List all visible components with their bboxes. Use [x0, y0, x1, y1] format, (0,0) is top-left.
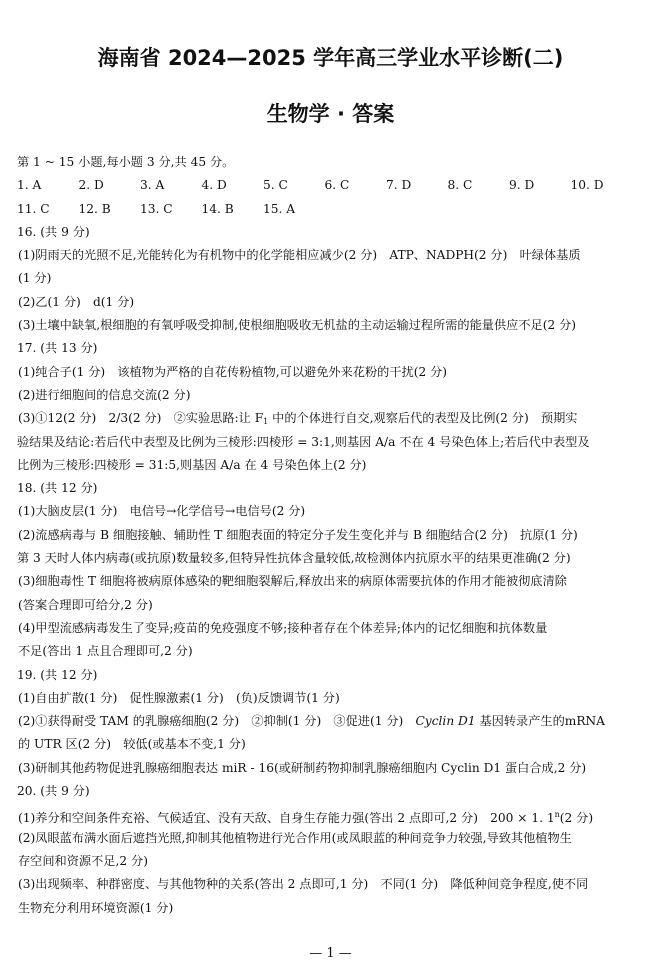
q16-line: (2)乙(1 分) d(1 分)	[18, 294, 135, 309]
q18-line: (1)大脑皮层(1 分) 电信号→化学信号→电信号(2 分)	[18, 504, 306, 519]
answer-content	[17, 151, 647, 920]
q19-text: (2)①获得耐受 TAM 的乳腺癌细胞(2 分) ②抑制(1 分) ③促进(1 分)	[18, 714, 416, 729]
q20-line: (2)凤眼蓝布满水面后遮挡光照,抑制其他植物进行光合作用(或凤眼蓝的种间竞争力较强,导致其他植物生	[18, 830, 572, 845]
mc-answer: 13. C	[140, 201, 173, 216]
q18-line: 不足(答出 1 点且合理即可,2 分)	[18, 644, 193, 659]
q20-line	[17, 803, 647, 826]
q16-line: (1 分)	[18, 271, 52, 286]
page-subtitle: 生物学 · 答案	[266, 102, 395, 126]
mc-answer: 1. A	[17, 178, 42, 193]
page-number: — 1 —	[309, 946, 352, 961]
q18-line: (2)流感病毒与 B 细胞接触、辅助性 T 细胞表面的特定分子发生变化并与 B 细胞结合(2 分) 抗原(1 分)	[18, 527, 578, 542]
mc-answer: 10. D	[570, 178, 604, 193]
q16-line: (3)土壤中缺氧,根细胞的有氧呼吸受抑制,使根细胞吸收无机盐的主动运输过程所需的能量供应不足(2 分)	[18, 318, 577, 333]
q20-text: (2 分)	[559, 811, 594, 826]
q17-line: (2)进行细胞间的信息交流(2 分)	[18, 387, 191, 402]
q19-line: (3)研制其他药物促进乳腺癌细胞表达 miR - 16(或研制药物抑制乳腺癌细胞内 Cyclin D1 蛋白合成,2 分)	[18, 760, 587, 775]
q20-text: (1)养分和空间条件充裕、气候适宜、没有天敌、自身生存能力强(答出 2 点即可,2 分) 200 × 1. 1	[18, 811, 555, 826]
q18-heading: 18. (共 12 分)	[17, 481, 98, 496]
mc-answer: 6. C	[324, 178, 350, 193]
mc-row-1	[17, 174, 647, 197]
mc-answer: 7. D	[386, 178, 412, 193]
mc-answer: 11. C	[17, 201, 50, 216]
q19-text: 基因转录产生的mRNA	[475, 714, 605, 729]
q19-line	[17, 710, 647, 733]
subscript: 1	[263, 417, 269, 427]
q20-line: 存空间和资源不足,2 分)	[18, 853, 148, 868]
mc-answer: 14. B	[201, 201, 234, 216]
mc-answer: 15. A	[263, 201, 296, 216]
mc-answer: 3. A	[140, 178, 165, 193]
mc-answer: 8. C	[447, 178, 473, 193]
q20-line: 生物充分利用环境资源(1 分)	[18, 900, 174, 915]
mc-answer: 2. D	[78, 178, 104, 193]
mc-answer: 5. C	[263, 178, 288, 193]
q19-line: (1)自由扩散(1 分) 促性腺激素(1 分) (负)反馈调节(1 分)	[18, 690, 340, 705]
q18-line: (4)甲型流感病毒发生了变异;疫苗的免疫强度不够;接种者存在个体差异;体内的记忆细胞和抗体数量	[18, 620, 548, 635]
superscript: n	[554, 810, 560, 820]
mc-answer: 9. D	[509, 178, 535, 193]
q17-line: (1)纯合子(1 分) 该植物为严格的自花传粉植物,可以避免外来花粉的干扰(2 分)	[18, 364, 448, 379]
q17-text: 中的个体进行自交,观察后代的表型及比例(2 分) 预期实	[268, 411, 578, 426]
q16-heading: 16. (共 9 分)	[17, 224, 90, 239]
q19-heading: 19. (共 12 分)	[17, 667, 98, 682]
mc-row-2	[17, 198, 647, 221]
page-title: 海南省 2024—2025 学年高三学业水平诊断(二)	[97, 46, 564, 70]
q17-text: (3)①12(2 分) 2/3(2 分) ②实验思路:让 F	[18, 411, 264, 426]
q18-line: 第 3 天时人体内病毒(或抗原)数量较多,但特异性抗体含量较低,故检测体内抗原水平的结果更准确(2 分)	[17, 551, 571, 566]
q18-line: (3)细胞毒性 T 细胞将被病原体感染的靶细胞裂解后,释放出来的病原体需要抗体的作用才能被彻底清除	[18, 574, 567, 589]
q18-line: (答案合理即可给分,2 分)	[18, 597, 153, 612]
q20-line: (3)出现频率、种群密度、与其他物种的关系(答出 2 点即可,1 分) 不同(1 分) 降低种间竞争程度,使不同	[18, 877, 589, 892]
q20-heading: 20. (共 9 分)	[17, 784, 90, 799]
mc-answer: 12. B	[78, 201, 111, 216]
q17-line: 比例为三棱形:四棱形 = 31:5,则基因 A/a 在 4 号染色体上(2 分)	[17, 457, 367, 472]
mc-answer: 4. D	[201, 178, 227, 193]
q17-heading: 17. (共 13 分)	[17, 341, 98, 356]
q17-line	[17, 407, 647, 430]
q16-line: (1)阴雨天的光照不足,光能转化为有机物中的化学能相应减少(2 分) ATP、NADPH(2 分) 叶绿体基质	[18, 248, 581, 263]
gene-name: Cyclin D1	[415, 714, 476, 729]
mc-intro: 第 1 ~ 15 小题,每小题 3 分,共 45 分。	[17, 155, 235, 169]
q17-line: 验结果及结论:若后代中表型及比例为三棱形:四棱形 = 3:1,则基因 A/a 不在 4 号染色体上;若后代中表型及	[17, 434, 590, 449]
q19-line: 的 UTR 区(2 分) 较低(或基本不变,1 分)	[18, 737, 246, 752]
